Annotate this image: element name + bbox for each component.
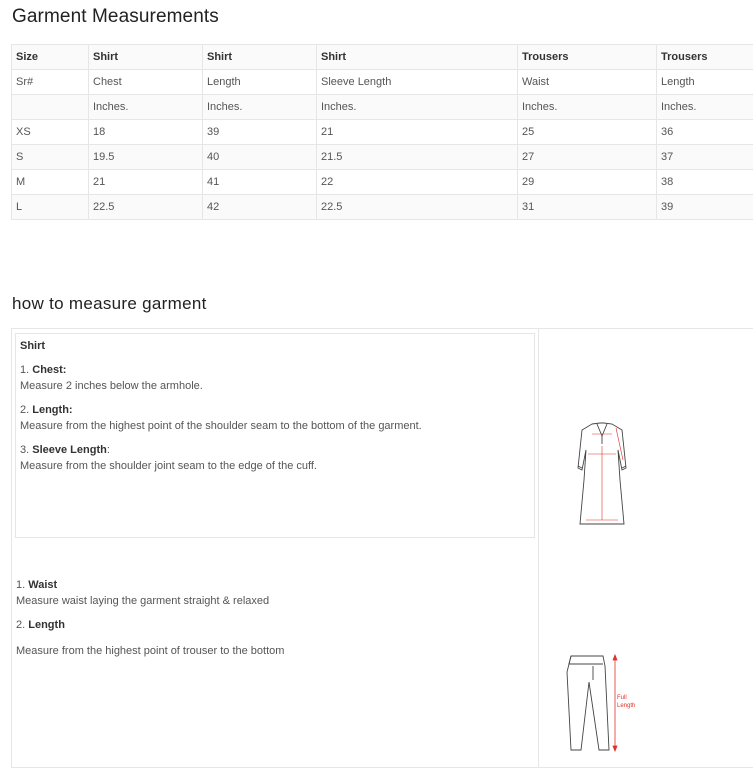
guide-item-label: Waist (28, 579, 58, 591)
guide-item-trouser-length (16, 619, 516, 657)
size-chart-table (11, 44, 753, 220)
guide-item-waist (16, 579, 516, 607)
guide-item-colon: : (106, 444, 110, 456)
guide-item-sleeve-length (20, 444, 530, 472)
table-cell: 27 (518, 145, 657, 170)
table-cell: Chest (89, 70, 203, 95)
table-cell: Size (12, 45, 89, 70)
table-row (12, 120, 753, 145)
table-cell: L (12, 195, 89, 220)
table-row (12, 145, 753, 170)
table-cell: M (12, 170, 89, 195)
table-cell: 42 (203, 195, 317, 220)
guide-item-desc: Measure waist laying the garment straight & relaxed (16, 595, 270, 607)
table-cell: S (12, 145, 89, 170)
table-cell: Shirt (203, 45, 317, 70)
table-cell: 21 (317, 120, 518, 145)
full-length-label-1: Full (617, 695, 627, 701)
guide-item-desc: Measure from the highest point of trouser to the bottom (16, 645, 285, 657)
table-row (12, 95, 753, 120)
table-cell: Inches. (317, 95, 518, 120)
guide-item-chest (20, 364, 530, 392)
table-cell: Sr# (12, 70, 89, 95)
table-cell: 22.5 (317, 195, 518, 220)
table-cell: 39 (657, 195, 753, 220)
guide-item-desc: Measure from the highest point of the shoulder seam to the bottom of the garment. (20, 420, 422, 432)
table-cell: 19.5 (89, 145, 203, 170)
table-cell: 31 (518, 195, 657, 220)
table-row (12, 70, 753, 95)
table-cell: Shirt (317, 45, 518, 70)
table-cell: 25 (518, 120, 657, 145)
section-title: how to measure garment (12, 294, 207, 313)
guide-item-label: Length (28, 619, 65, 631)
shirt-guide-title: Shirt (20, 340, 46, 352)
table-cell (12, 95, 89, 120)
table-cell: Inches. (518, 95, 657, 120)
table-cell: Shirt (89, 45, 203, 70)
table-cell: Length (203, 70, 317, 95)
table-cell: Inches. (657, 95, 753, 120)
guide-item-label: Chest: (32, 364, 67, 376)
page-title: Garment Measurements (12, 6, 219, 27)
table-cell: Waist (518, 70, 657, 95)
shirt-guide-box (15, 333, 535, 538)
column-divider (538, 328, 539, 768)
trouser-guide (16, 579, 516, 669)
guide-item-desc: Measure 2 inches below the armhole. (20, 380, 203, 392)
table-cell: Sleeve Length (317, 70, 518, 95)
guide-item-number: 1. (20, 364, 30, 376)
shirt-diagram-icon (570, 420, 634, 530)
full-length-label-2: Length (617, 703, 636, 709)
table-cell: 40 (203, 145, 317, 170)
table-row (12, 195, 753, 220)
guide-item-length (20, 404, 530, 432)
guide-item-desc: Measure from the shoulder joint seam to the edge of the cuff. (20, 460, 317, 472)
table-cell: Inches. (89, 95, 203, 120)
table-cell: 36 (657, 120, 753, 145)
table-cell: 22 (317, 170, 518, 195)
table-cell: 39 (203, 120, 317, 145)
trouser-diagram-icon (563, 652, 643, 756)
guide-item-label: Sleeve Length (32, 444, 107, 456)
table-cell: 37 (657, 145, 753, 170)
table-cell: 22.5 (89, 195, 203, 220)
table-cell: 41 (203, 170, 317, 195)
guide-item-number: 2. (20, 404, 30, 416)
table-cell: 21 (89, 170, 203, 195)
table-cell: Length (657, 70, 753, 95)
table-cell: Trousers (657, 45, 753, 70)
table-cell: Inches. (203, 95, 317, 120)
table-row (12, 170, 753, 195)
table-cell: 38 (657, 170, 753, 195)
guide-item-number: 2. (16, 619, 26, 631)
table-cell: XS (12, 120, 89, 145)
table-cell: 21.5 (317, 145, 518, 170)
table-cell: 29 (518, 170, 657, 195)
table-cell: 18 (89, 120, 203, 145)
table-cell: Trousers (518, 45, 657, 70)
table-row (12, 45, 753, 70)
guide-item-label: Length: (32, 404, 73, 416)
guide-item-number: 1. (16, 579, 26, 591)
guide-item-number: 3. (20, 444, 30, 456)
